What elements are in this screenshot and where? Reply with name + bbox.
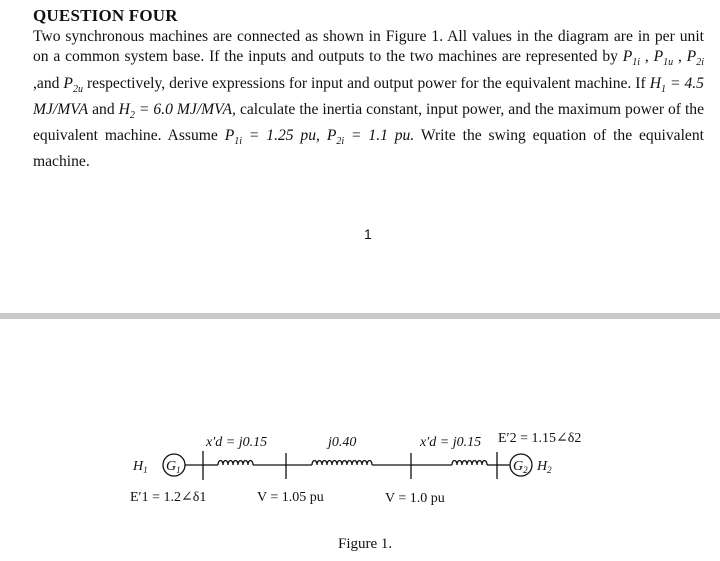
symbol-h2: $H_2$ bbox=[118, 100, 135, 121]
sentence-2: respectively, derive expressions for input and output power for the equivalent machine. If bbox=[86, 74, 646, 92]
and-text: ,and bbox=[33, 74, 60, 92]
question-heading: QUESTION FOUR bbox=[33, 6, 178, 25]
e1-label: E′1 = 1.2∠δ1 bbox=[130, 490, 207, 505]
x1-label: x′d = j0.15 bbox=[206, 435, 268, 450]
sentence-1: Two synchronous machines are connected as shown in Figure 1. All values in the diagram are in per unit on a common system base. If the inputs and outputs to the two machines are represented by bbox=[33, 28, 704, 66]
value-h2: = 6.0 MJ/MVA, bbox=[138, 100, 236, 118]
value-p2i: = 1.1 pu. bbox=[351, 127, 415, 145]
symbol-p2i-assume: $P_{2i}$ bbox=[326, 127, 345, 148]
value-h1: = 4.5 MJ/MVA bbox=[33, 74, 704, 118]
reactance-x1-coil bbox=[218, 461, 253, 466]
figure-caption: Figure 1. bbox=[338, 536, 393, 552]
h1-label: $H_1$ bbox=[133, 459, 148, 475]
symbol-p1u: $P_{1u}$ bbox=[653, 48, 674, 69]
symbol-p2u: $P_{2u}$ bbox=[63, 74, 83, 95]
and-text-2: and bbox=[92, 100, 115, 118]
x2-label: x′d = j0.15 bbox=[420, 435, 482, 450]
h2-label: $H_2$ bbox=[537, 459, 552, 475]
sentence-3: calculate the inertia constant, input power, and the maximum power of the equivalent machine. Assume bbox=[33, 100, 705, 145]
e2-label: E′2 = 1.15∠δ2 bbox=[498, 431, 582, 446]
symbol-p1i-assume: $P_{1i}$ bbox=[224, 127, 242, 148]
page-number: 1 bbox=[364, 226, 372, 242]
v2-label: V = 1.0 pu bbox=[385, 491, 445, 506]
line-reactance-coil bbox=[312, 461, 372, 466]
symbol-p2i: $P_{2i}$ bbox=[686, 48, 704, 69]
line-reactance-label: j0.40 bbox=[328, 435, 357, 450]
value-p1i: = 1.25 pu, bbox=[248, 127, 320, 145]
g1-label: $G_1$ bbox=[166, 459, 181, 475]
question-paragraph: Two synchronous machines are connected as shown in Figure 1. All values in the diagram are in per unit on a common system base. If the inputs and outputs to the two machines are represented by $P_{1i}$ , $P_{1u}$ , $P_{2i}$ ,and $P_{2u}$ respectively, derive expressions for input and output power for the equivalent machine. If $H_1 = 4.5$ MJ/MVA and $H_2 = 6.0$ MJ/MVA, calculate the inertia constant, input power, and the maximum power of the equivalent machine. Assume $P_{1i} = 1.25$ pu, $P_{2i} = 1.1$ pu. Write the swing equation of the equivalent machine. bbox=[33, 28, 705, 171]
g2-label: $G_2$ bbox=[513, 459, 528, 475]
v1-label: V = 1.05 pu bbox=[257, 490, 324, 505]
symbol-h1: $H_1$ bbox=[649, 74, 666, 95]
symbol-p1i: $P_{1i}$ bbox=[622, 48, 641, 69]
sentence-4: Write the swing equation of the equivalent machine. bbox=[33, 127, 704, 171]
reactance-x2-coil bbox=[452, 461, 487, 466]
